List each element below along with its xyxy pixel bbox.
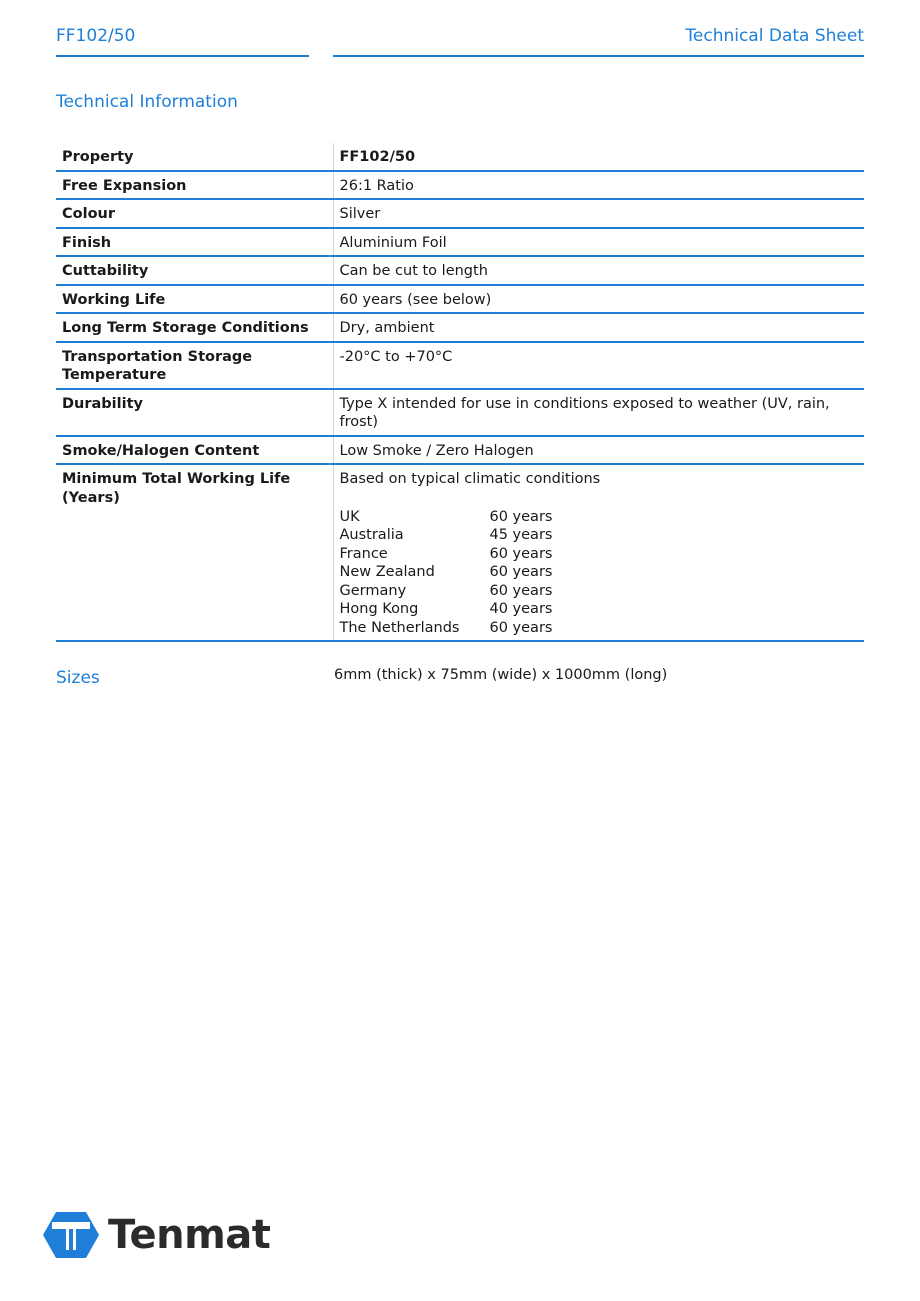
country-years: 60 years [489,508,553,525]
table-row [56,342,864,389]
table-row [56,256,864,285]
section-title-technical-information: Technical Information [56,92,238,112]
country-row [340,563,859,582]
country-years: 45 years [489,527,553,543]
country-row [340,545,859,564]
working-life-cell [333,464,864,641]
property-cell: Working Life [56,285,333,314]
country-name: Germany [339,582,407,599]
value-cell: Dry, ambient [333,313,864,342]
table-header-row [56,143,864,171]
property-cell: Finish [56,228,333,257]
country-name: The Netherlands [339,619,460,636]
value-cell: -20°C to +70°C [333,342,864,389]
property-cell: Minimum Total Working Life (Years) [56,464,333,641]
table-row [56,313,864,342]
country-row [340,619,859,638]
working-life-intro: Based on typical climatic conditions [339,471,601,487]
table-row [56,389,864,436]
country-row [340,582,859,601]
sizes-value: 6mm (thick) x 75mm (wide) x 1000mm (long) [334,667,668,683]
tenmat-logo [42,1210,270,1260]
property-cell: Free Expansion [56,171,333,200]
country-years: 60 years [489,619,553,636]
property-cell: Colour [56,199,333,228]
country-name: France [339,545,388,562]
property-cell: Durability [56,389,333,436]
header-doc-type: Technical Data Sheet [685,26,864,46]
country-name: New Zealand [339,564,435,580]
country-years: 40 years [489,601,553,617]
value-cell: 26:1 Ratio [333,171,864,200]
header-rule-left [56,55,309,57]
country-row [340,508,859,527]
country-name: Hong Kong [339,601,419,617]
table-header-value: FF102/50 [333,143,864,171]
header-rule-right [333,55,864,57]
tenmat-hexagon-icon [42,1210,100,1260]
country-years: 60 years [489,545,553,562]
property-cell: Transportation Storage Temperature [56,342,333,389]
sizes-label: Sizes [56,668,100,688]
property-cell: Smoke/Halogen Content [56,436,333,465]
table-row [56,228,864,257]
country-row [340,526,859,545]
country-years: 60 years [489,564,553,580]
table-row [56,199,864,228]
table-row [56,285,864,314]
value-cell: Type X intended for use in conditions exposed to weather (UV, rain, frost) [333,389,864,436]
country-name: Australia [339,527,404,543]
table-row [56,171,864,200]
country-years: 60 years [489,582,553,599]
value-cell: Low Smoke / Zero Halogen [333,436,864,465]
table-row-working-life [56,464,864,641]
value-cell: Silver [333,199,864,228]
value-cell: Can be cut to length [333,256,864,285]
table-row [56,436,864,465]
property-cell: Long Term Storage Conditions [56,313,333,342]
technical-information-table [56,143,864,642]
value-cell: 60 years (see below) [333,285,864,314]
header-product-code: FF102/50 [56,26,136,46]
table-header-property: Property [56,143,333,171]
country-name: UK [339,508,360,525]
value-cell: Aluminium Foil [333,228,864,257]
brand-wordmark: Tenmat [108,1212,271,1258]
property-cell: Cuttability [56,256,333,285]
country-row [340,600,859,619]
